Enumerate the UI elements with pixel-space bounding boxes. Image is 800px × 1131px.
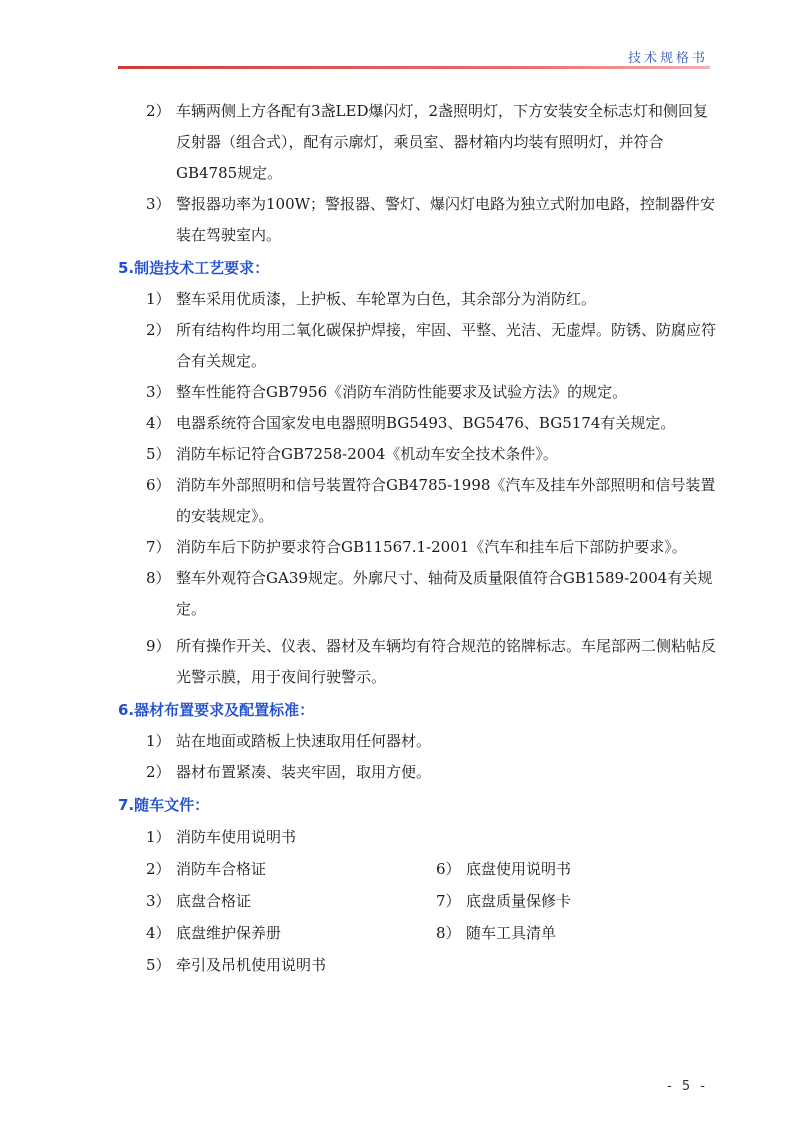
list-item (408, 885, 678, 917)
item-number: 7） (146, 538, 171, 556)
item-text: 所有结构件均用二氧化碳保护焊接，牢固、平整、光洁、无虚焊。防锈、防腐应符合有关规定。 (176, 321, 717, 370)
list-item (118, 315, 718, 377)
item-text: 站在地面或踏板上快速取用任何器材。 (176, 732, 432, 750)
section-heading-7: 7.随车文件： (118, 796, 210, 814)
item-number: 3） (146, 195, 171, 213)
list-item (118, 377, 718, 408)
list-item (118, 631, 718, 693)
item-text: 底盘质量保修卡 (466, 892, 572, 910)
item-number: 3） (146, 892, 171, 910)
item-number: 7） (436, 892, 461, 910)
item-number: 2） (146, 102, 171, 120)
list-item (118, 726, 718, 757)
item-text: 车辆两侧上方各配有3盏LED爆闪灯，2盏照明灯，下方安装安全标志灯和侧回复反射器（组合式），配有示廓灯，乘员室、器材箱内均装有照明灯，并符合GB4785规定。 (176, 102, 709, 182)
page-content (118, 96, 718, 981)
list-item (118, 949, 408, 981)
list-item (118, 284, 718, 315)
page-number: - 5 - (667, 1079, 708, 1094)
item-text: 底盘合格证 (176, 892, 252, 910)
item-text: 消防车合格证 (176, 860, 267, 878)
item-number: 2） (146, 763, 171, 781)
item-number: 1） (146, 732, 171, 750)
list-item (118, 189, 718, 251)
list-item (118, 96, 718, 189)
item-number: 5） (146, 956, 171, 974)
item-text: 随车工具清单 (466, 924, 557, 942)
list-item (118, 917, 408, 949)
list-item (118, 757, 718, 788)
list-item (118, 885, 408, 917)
item-number: 2） (146, 860, 171, 878)
list-item (118, 563, 718, 625)
documents-list (118, 821, 718, 981)
list-item (408, 917, 678, 949)
item-number: 3） (146, 383, 171, 401)
item-text: 整车外观符合GA39规定。外廓尺寸、轴荷及质量限值符合GB1589-2004有关规定。 (176, 569, 713, 618)
item-number: 6） (146, 476, 171, 494)
grid-spacer (408, 821, 678, 853)
item-text: 底盘维护保养册 (176, 924, 282, 942)
header-rule (118, 66, 710, 69)
item-number: 8） (146, 569, 171, 587)
header-title: 技术规格书 (627, 51, 708, 66)
item-text: 消防车标记符合GB7258-2004《机动车安全技术条件》。 (176, 445, 558, 463)
item-number: 6） (436, 860, 461, 878)
list-item (118, 532, 718, 563)
item-text: 器材布置紧凑、装夹牢固，取用方便。 (176, 763, 432, 781)
item-number: 9） (146, 637, 171, 655)
item-text: 警报器功率为100W；警报器、警灯、爆闪灯电路为独立式附加电路，控制器件安装在驾驶室内。 (176, 195, 716, 244)
list-item (118, 408, 718, 439)
item-number: 1） (146, 290, 171, 308)
item-text: 底盘使用说明书 (466, 860, 572, 878)
item-number: 4） (146, 414, 171, 432)
item-text: 消防车后下防护要求符合GB11567.1-2001《汽车和挂车后下部防护要求》。 (176, 538, 687, 556)
item-text: 消防车使用说明书 (176, 828, 297, 846)
item-number: 8） (436, 924, 461, 942)
item-number: 4） (146, 924, 171, 942)
item-text: 消防车外部照明和信号装置符合GB4785-1998《汽车及挂车外部照明和信号装置的安装规定》。 (176, 476, 716, 525)
list-item (118, 821, 408, 853)
item-number: 1） (146, 828, 171, 846)
item-text: 牵引及吊机使用说明书 (176, 956, 327, 974)
list-item (118, 439, 718, 470)
section-heading-6: 6.器材布置要求及配置标准： (118, 701, 315, 719)
item-text: 电器系统符合国家发电电器照明BG5493、BG5476、BG5174有关规定。 (176, 414, 676, 432)
item-text: 所有操作开关、仪表、器材及车辆均有符合规范的铭牌标志。车尾部两二侧粘帖反光警示膜，用于夜间行驶警示。 (176, 637, 717, 686)
item-text: 整车性能符合GB7956《消防车消防性能要求及试验方法》的规定。 (176, 383, 628, 401)
item-number: 2） (146, 321, 171, 339)
list-item (118, 853, 408, 885)
item-number: 5） (146, 445, 171, 463)
item-text: 整车采用优质漆，上护板、车轮罩为白色，其余部分为消防红。 (176, 290, 597, 308)
list-item (408, 853, 678, 885)
section-heading-5: 5.制造技术工艺要求： (118, 259, 270, 277)
list-item (118, 470, 718, 532)
